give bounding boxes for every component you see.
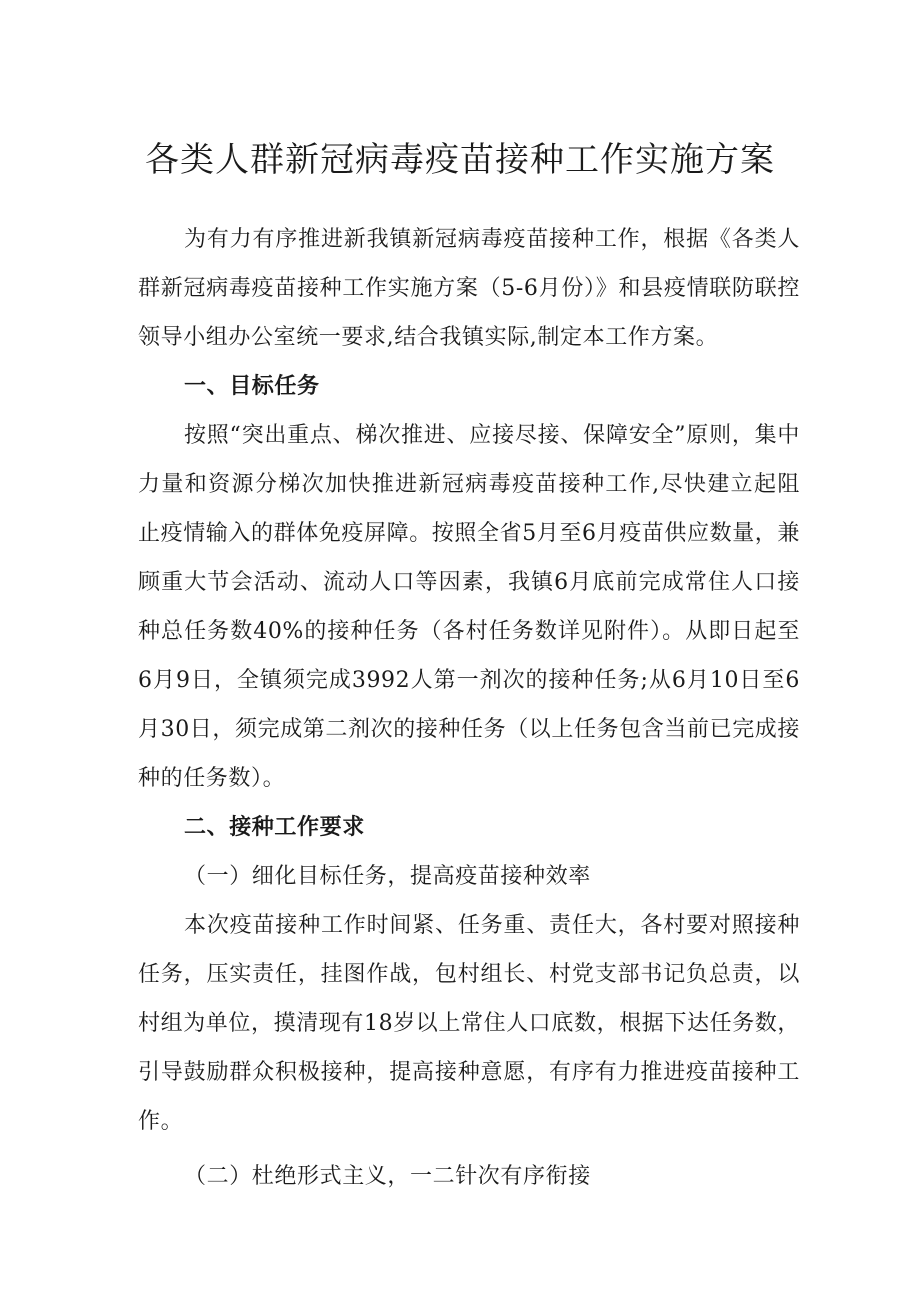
- section-2-heading: 二、接种工作要求: [184, 815, 365, 840]
- section-1-heading: 一、目标任务: [184, 374, 320, 399]
- document-body: [138, 215, 800, 1201]
- subsection-2-heading: （二）杜绝形式主义，一二针次有序衔接: [184, 1164, 591, 1189]
- subsection-1-heading: （一）细化目标任务，提高疫苗接种效率: [184, 864, 591, 889]
- intro-paragraph: 为有力有序推进新我镇新冠病毒疫苗接种工作，根据《各类人群新冠病毒疫苗接种工作实施方案（5-6月份）》和县疫情联防联控领导小组办公室统一要求,结合我镇实际,制定本工作方案。: [138, 227, 800, 350]
- document-title: 各类人群新冠病毒疫苗接种工作实施方案: [145, 140, 775, 180]
- section-1-paragraph: 按照“突出重点、梯次推进、应接尽接、保障安全”原则，集中力量和资源分梯次加快推进新冠病毒疫苗接种工作,尽快建立起阻止疫情输入的群体免疫屏障。按照全省5月至6月疫苗供应数量，兼顾重大节会活动、流动人口等因素，我镇6月底前完成常住人口接种总任务数40%的接种任务（各村任务数详见附件）。从即日起至6月9日，全镇须完成3992人第一剂次的接种任务;从6月10日至6月30日，须完成第二剂次的接种任务（以上任务包含当前已完成接种的任务数）。: [138, 423, 800, 791]
- subsection-1-paragraph: 本次疫苗接种工作时间紧、任务重、责任大，各村要对照接种任务，压实责任，挂图作战，包村组长、村党支部书记负总责，以村组为单位，摸清现有18岁以上常住人口底数，根据下达任务数，引导鼓励群众积极接种，提高接种意愿，有序有力推进疫苗接种工作。: [138, 913, 800, 1134]
